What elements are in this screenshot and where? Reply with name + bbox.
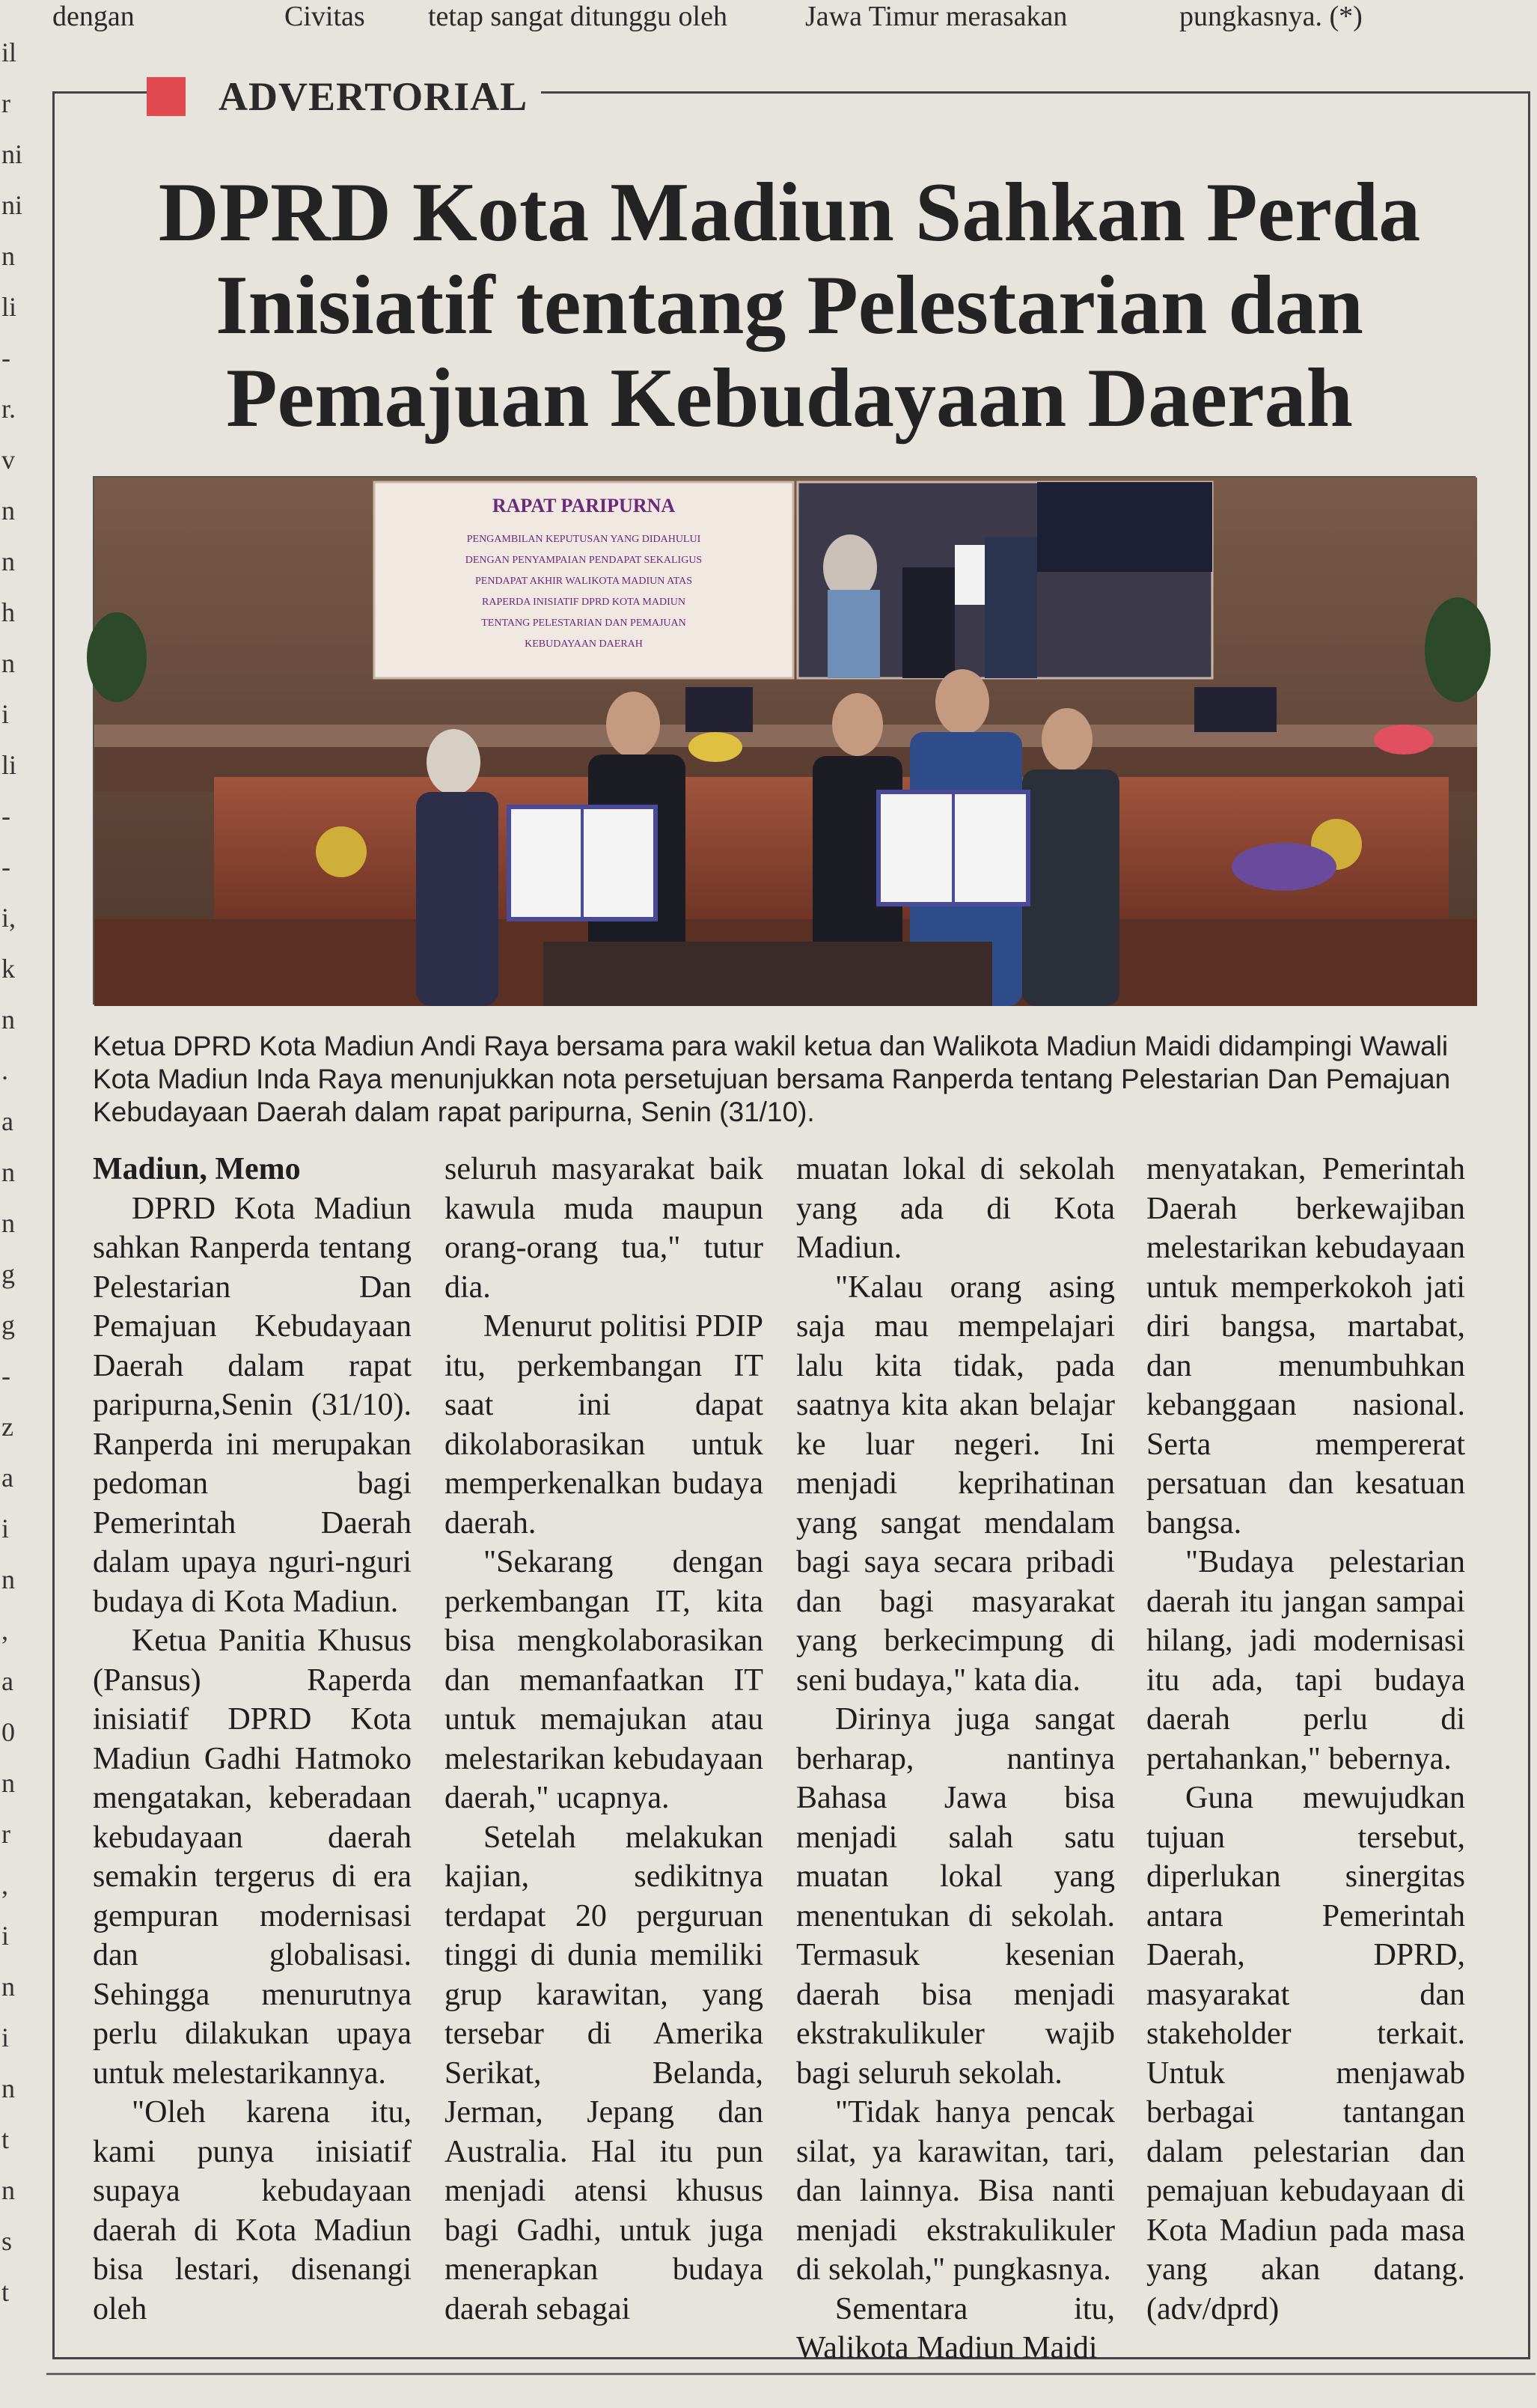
article-paragraph: Sementara itu, Walikota Madiun Maidi: [796, 2291, 1115, 2365]
margin-fragment: -: [1, 343, 10, 373]
article-paragraph: "Budaya pelestarian daerah itu jangan sampai hilang, jadi modernisasi itu ada, tapi budaya daerah perlu di pertahankan," bebernya.: [1146, 1545, 1465, 1776]
banner-line: KEBUDAYAAN DAERAH: [525, 638, 643, 650]
article-headline: DPRD Kota Madiun Sahkan Perda Inisiatif tentang Pelestarian dan Pemajuan Kebudayaan Daerah: [158, 166, 1421, 445]
margin-fragment: r: [1, 1819, 10, 1849]
margin-fragment: g: [1, 1259, 15, 1289]
article-paragraph: muatan lokal di sekolah yang ada di Kota Madiun.: [796, 1152, 1115, 1265]
article-paragraph: menyatakan, Pemerintah Daerah berkewajiban melestarikan kebudayaan untuk memperkokoh jati diri bangsa, martabat, dan menumbuhkan kebanggaan nasional. Serta mempererat persatuan dan kesatuan bangsa.: [1146, 1152, 1465, 1540]
strip-fragment: tetap sangat ditunggu oleh: [428, 1, 727, 32]
margin-fragment: n: [1, 496, 15, 525]
margin-fragment: t: [1, 2124, 10, 2154]
neighbor-column-edge: [0, 30, 23, 2403]
margin-fragment: n: [1, 1564, 15, 1594]
margin-fragment: -: [1, 1361, 10, 1391]
margin-fragment: li: [1, 750, 17, 780]
margin-fragment: z: [1, 1412, 13, 1442]
margin-fragment: i: [1, 699, 10, 729]
banner-title: RAPAT PARIPURNA: [492, 495, 676, 516]
article-paragraph: seluruh masyarakat baik kawula muda maupun orang-orang tua," tutur dia.: [444, 1152, 763, 1305]
section-marker-square: [147, 77, 186, 116]
margin-fragment: n: [1, 1208, 15, 1238]
banner-line: PENGAMBILAN KEPUTUSAN YANG DIDAHULUI: [466, 534, 701, 545]
margin-fragment: a: [1, 1463, 13, 1493]
margin-fragment: n: [1, 1157, 15, 1187]
section-label-text: ADVERTORIAL: [219, 74, 528, 119]
margin-fragment: n: [1, 648, 15, 678]
article-paragraph: "Tidak hanya pencak silat, ya karawitan, tari, dan lainnya. Bisa nanti menjadi ekstrakulikuler di sekolah," pungkasnya.: [796, 2095, 1115, 2287]
banner-line: TENTANG PELESTARIAN DAN PEMAJUAN: [481, 618, 686, 629]
previous-article-strip: [0, 0, 1537, 42]
margin-fragment: n: [1, 1005, 15, 1034]
article-paragraph: Setelah melakukan kajian, sedikitnya terdapat 20 perguruan tinggi di dunia memiliki grup karawitan, yang tersebar di Amerika Serikat, Belanda, Jerman, Jepang dan Australia. Hal itu pun menjadi atensi khusus bagi Gadhi, untuk juga menerapkan budaya daerah sebagai: [444, 1820, 763, 2326]
margin-fragment: -: [1, 852, 10, 882]
margin-fragment: n: [1, 546, 15, 576]
margin-fragment: ni: [1, 139, 23, 169]
margin-fragment: g: [1, 1310, 15, 1340]
article-paragraph: Menurut politisi PDIP itu, perkembangan IT saat ini dapat dikolaborasikan untuk memperkenalkan budaya daerah.: [444, 1309, 763, 1540]
strip-fragment: pungkasnya. (*): [1179, 1, 1363, 32]
margin-fragment: i,: [1, 903, 16, 933]
banner-line: RAPERDA INISIATIF DPRD KOTA MADIUN: [482, 597, 685, 608]
margin-fragment: .: [1, 1055, 8, 1085]
strip-fragment: Civitas: [284, 1, 365, 32]
article-column-1: [93, 1150, 412, 2325]
margin-fragment: h: [1, 597, 15, 627]
photo-caption: Ketua DPRD Kota Madiun Andi Raya bersama para wakil ketua dan Walikota Madiun Maidi didampingi Wawali Kota Madiun Inda Raya menunjukkan nota persetujuan bersama Ranperda tentang Pelestarian Dan Pemajuan Kebudayaan Daerah dalam rapat paripurna, Senin (31/10).: [93, 1031, 1451, 1127]
margin-fragment: n: [1, 1768, 15, 1798]
article-paragraph: Guna mewujudkan tujuan tersebut, diperlukan sinergitas antara Pemerintah Daerah, DPRD, masyarakat dan stakeholder terkait. Untuk menjawab berbagai tantangan dalam pelestarian dan pemajuan kebudayaan di Kota Madiun pada masa yang akan datang. (adv/dprd): [1146, 1781, 1465, 2326]
article-paragraph: "Oleh karena itu, kami punya inisiatif supaya kebudayaan daerah di Kota Madiun bisa lestari, disenangi oleh: [93, 2095, 412, 2326]
margin-fragment: k: [1, 954, 15, 984]
strip-fragment: dengan: [52, 1, 135, 32]
margin-fragment: v: [1, 445, 15, 475]
article-paragraph: Ketua Panitia Khusus (Pansus) Raperda inisiatif DPRD Kota Madiun Gadhi Hatmoko mengatakan, keberadaan kebudayaan daerah semakin tergerus di era gempuran modernisasi dan globalisasi. Sehingga menurutnya perlu dilakukan upaya untuk melestarikannya.: [93, 1624, 412, 2091]
article-paragraph: DPRD Kota Madiun sahkan Ranperda tentang Pelestarian Dan Pemajuan Kebudayaan Daerah dalam rapat paripurna,Senin (31/10). Ranperda ini merupakan pedoman bagi Pemerintah Daerah dalam upaya nguri-nguri budaya di Kota Madiun.: [93, 1191, 412, 1619]
margin-fragment: t: [1, 2277, 10, 2307]
strip-fragment: Jawa Timur merasakan: [805, 1, 1068, 32]
margin-fragment: ,: [1, 1615, 8, 1645]
margin-fragment: il: [1, 37, 17, 67]
margin-fragment: i: [1, 2023, 10, 2052]
article-paragraph: Dirinya juga sangat berharap, nantinya Bahasa Jawa bisa menjadi salah satu muatan lokal yang menentukan di sekolah. Termasuk kesenian daerah bisa menjadi ekstrakulikuler wajib bagi seluruh sekolah.: [796, 1702, 1115, 2091]
article-paragraph: "Kalau orang asing saja mau mempelajari lalu kita tidak, pada saatnya kita akan belajar ke luar negeri. Ini menjadi keprihatinan yang sangat mendalam bagi saya secara pribadi dan bagi masyarakat yang berkecimpung di seni budaya," kata dia.: [796, 1269, 1115, 1698]
margin-fragment: a: [1, 1106, 13, 1136]
margin-fragment: -: [1, 801, 10, 831]
margin-fragment: i: [1, 1514, 10, 1543]
margin-fragment: li: [1, 292, 17, 322]
margin-fragment: r.: [1, 394, 16, 424]
margin-fragment: 0: [1, 1717, 15, 1747]
section-label: [147, 70, 541, 123]
article-column-3: [796, 1150, 1115, 2365]
margin-fragment: i: [1, 1921, 10, 1951]
margin-fragment: a: [1, 1666, 13, 1696]
margin-fragment: n: [1, 1972, 15, 2002]
margin-fragment: n: [1, 241, 15, 271]
margin-fragment: r: [1, 88, 10, 118]
article-column-4: [1146, 1150, 1465, 2325]
margin-fragment: ,: [1, 1870, 8, 1900]
article-paragraph: "Sekarang dengan perkembangan IT, kita bisa mengkolaborasikan dan memanfaatkan IT untuk memajukan atau melestarikan kebudayaan daerah," ucapnya.: [444, 1545, 763, 1815]
dateline: Madiun, Memo: [93, 1152, 301, 1186]
margin-fragment: n: [1, 2073, 15, 2103]
margin-fragment: s: [1, 2226, 13, 2256]
margin-fragment: n: [1, 2175, 15, 2205]
article-column-2: [444, 1150, 763, 2325]
banner-line: PENDAPAT AKHIR WALIKOTA MADIUN ATAS: [475, 576, 692, 587]
article-photo: [93, 476, 1476, 1005]
bottom-rule: [46, 2373, 1536, 2375]
margin-fragment: ni: [1, 190, 23, 220]
banner-line: DENGAN PENYAMPAIAN PENDAPAT SEKALIGUS: [465, 555, 703, 566]
